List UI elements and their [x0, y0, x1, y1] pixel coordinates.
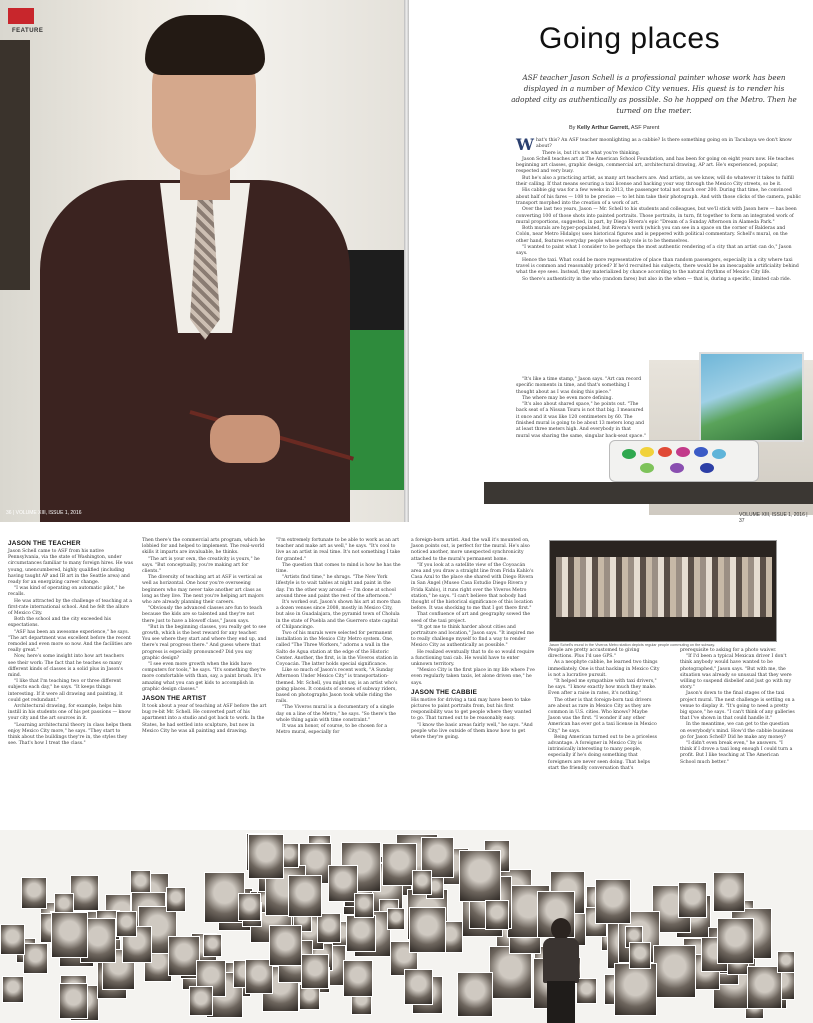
body-paragraph: So there's authenticity in the who (random fares) but also in the when — that is, during a specific, limited cab ride.: [522, 276, 791, 282]
mural-portrait-tile: [21, 877, 47, 909]
body-paragraph: "I see even more growth when the kids have computers for tools," he says. "It's something they're more comfortable with than, say, a paint brush. It's amazing what you can get kids to accomplish in graphic design classes.": [142, 662, 266, 692]
mural-portrait-tile: [70, 875, 99, 911]
portrait-figure: [40, 15, 350, 522]
mural-portrait-tile: [459, 850, 501, 902]
paint-lightgreen: [640, 463, 654, 473]
left-page-photo: [0, 0, 404, 522]
section-heading-teacher: JASON THE TEACHER: [8, 540, 81, 547]
body-paragraph: "Artists find time," he shrugs. "The New York lifestyle is to wait tables at night and paint in the day. I'm the other way around — I'm done at school around three and paint the rest of the afternoon.": [276, 575, 396, 599]
mural-portrait-tile: [203, 934, 222, 957]
paint-blue: [694, 447, 708, 457]
body-paragraph: He was attracted by the challenge of teaching at a first-rate international school. And he felt the allure of Mexico City.: [8, 598, 132, 617]
mural-portrait-tile: [166, 887, 186, 912]
mural-portrait-tile: [595, 879, 631, 924]
paint-magenta: [676, 447, 690, 457]
body-paragraph: Two of his murals were selected for permanent installation in the Mexico City Metro system. One, called "The Three Workers," adorns a wall in the Salto de Agua station at the edge of the Historic Center. Another, the first, is in the Viveros station in Coyoacán. The latter holds special significance.: [276, 631, 398, 668]
mural-portrait-tile: [777, 951, 795, 973]
mural-portrait-tile: [0, 924, 25, 955]
body-paragraph: "If you look at a satellite view of the Coyoacán area and you draw a straight line from Frida Kahlo's Casa Azul to the place she shared with Diego Rivera in San Ángel (Museo Casa Estudio Diego Rivera y Frida Kahlo), it runs right over the Viveros Metro station," he says. "I can't believe that nobody had thought of the historical significance of this location before. It was shocking to me that I got there first.": [411, 562, 534, 612]
mural-portrait-tile: [717, 918, 754, 964]
dropcap: W: [516, 135, 534, 154]
mural-portrait-tile: [343, 960, 373, 997]
body-paragraph: "I know the basic areas fairly well," he says. "And people who live outside of them know how to get where they're going.: [411, 722, 533, 741]
column-2: [142, 538, 267, 735]
mural-portrait-tile: [653, 945, 696, 998]
body-paragraph: "But in the beginning classes, you really get to see growth, which is the best reward for any teacher. You see where they start and where they end up, and there's real progress there." And guess where that progress is especially pronounced? Did you say graphic design?: [142, 624, 267, 661]
figure-hand: [210, 415, 280, 463]
mural-portrait-tile: [409, 907, 446, 953]
mural-portrait-tile: [269, 925, 302, 966]
body-paragraph: Being American turned out to be a priceless advantage. A foreigner in Mexico City is intrinsically interesting to many people, especially if he's doing something that foreigners are never seen doing. That helps start the friendly conversation that's: [548, 734, 658, 771]
column-3: [276, 538, 401, 737]
photo-caption: Jason Schell's mural in the Viveros Metro station depicts regular people commuting on the subway.: [549, 643, 716, 647]
body-paragraph: Architectural drawing, for example, helps him instill in his students one of his pet passions — know your city and the art sources in it.: [8, 704, 132, 722]
body-paragraph: a foreign-born artist. And the wall it's mounted on, Jason points out, is perfect for the mural. He's also noticed another, more unexpected synchronicity attached to the mural's permanent home.: [411, 538, 530, 562]
body-paragraph: Then there's the commercial arts program, which he lobbied for and helped to implement. The real-world skills it imparts are invaluable, he thinks.: [142, 538, 266, 556]
article-body-narrow: [516, 377, 646, 440]
mural-portrait-tile: [614, 963, 657, 1016]
mural-portrait-tile: [288, 875, 322, 917]
body-paragraph: There is, but it's not what you're thinking.: [541, 150, 641, 156]
article-headline: Going places: [539, 22, 721, 55]
mural-portrait-tile: [485, 900, 509, 930]
background-wall: [0, 40, 30, 290]
column-6: [680, 648, 795, 766]
byline: [569, 125, 659, 131]
mural-portrait-tile: [2, 976, 24, 1003]
body-paragraph: Jason Schell came to ASF from his native Pennsylvania, via the state of Washington, under circumstances familiar to many foreign hires. He was young, unencumbered, highly qualified (including having taught AP and IB art in the Seattle area) and ready for an energizing career change.: [8, 549, 133, 586]
body-paragraph: prerequisite to asking for a photo waiver.: [680, 648, 777, 653]
taxi-portrait-mural: [0, 830, 813, 1023]
body-paragraph: Like so much of Jason's recent work, "A Sunday Afternoon Under Mexico City" is transportation-themed. Mr. Schell, you might say, is an artist who's going places. It consists of scenes of subway riders, based on photographs Jason took while riding the rails.: [276, 668, 398, 705]
body-paragraph: Both the school and the city exceeded his expectations.: [8, 617, 111, 629]
body-paragraph: It took about a year of teaching at ASF before the art bug re-bit Mr. Schell. He converted part of his apartment into a studio and got back to work. In the States, he had settled into sculpture, but now in Mexico City he was all painting and drawing.: [142, 704, 267, 734]
mural-portrait-tile: [713, 872, 745, 912]
body-paragraph: "I was kind of operating on automatic pilot," he recalls.: [8, 586, 125, 598]
viewer-torso: [543, 938, 579, 983]
mural-portrait-tile: [51, 912, 88, 958]
page-folio-right: VOLUME XIII, ISSUE 1, 2016 | 37: [739, 512, 808, 522]
paint-red: [658, 447, 672, 457]
body-paragraph: "ASF has been an awesome experience," he says. "The art department was excellent before the recent remodel and even more so now. And the facilities are really great.": [8, 629, 132, 654]
mural-portrait-tile: [317, 913, 341, 943]
body-paragraph: The where may be even more defining.: [522, 395, 613, 401]
body-paragraph: Hence the taxi. What could be more representative of place than random passengers, especially in a city where taxi travel is common and reasonably priced? If he'd recruited his subjects, there would be an inescapable artificiality behind what the eye sees. Instead, they materialized by chance according to the natural rhythms of Mexico City life.: [516, 257, 799, 276]
body-paragraph: He realized eventually that to do so would require a functioning taxi cab. He would have to enter unknown territory.: [411, 649, 535, 668]
section-heading-artist: JASON THE ARTIST: [142, 695, 207, 703]
body-paragraph: "It's also about shared space," he points out. "The back seat of a Nissan Tsuru is not that big. I measured it once and it was like 120 centimeters by 60. The finished mural is going to be about 13 meters long and at least three meters high. And everybody in that mural was sharing the same, singular back-seat space.": [516, 402, 646, 439]
viewer-legs: [547, 981, 575, 1023]
paint-green: [622, 449, 636, 459]
column-1: [8, 538, 133, 748]
mural-portrait-tile: [238, 893, 261, 921]
body-paragraph: "The Viveros mural is a documentary of a single day on a line of the Metro," he says. "So there's the whole thing again with time constraint.": [276, 705, 397, 723]
body-paragraph: As a neophyte cabbie, he learned two things immediately. One is that hacking in Mexico City is not a lucrative pursuit.: [548, 660, 660, 678]
body-paragraph: The other is that foreign-born taxi drivers are about as rare in Mexico City as they are common in U.S. cities. Who knows? Maybe Jason was the first. "I wonder if any other American has ever got a taxi license in Mexico City," he says.: [548, 697, 657, 734]
body-paragraph: Now, here's some insight into how art teachers see their work: The fact that he teaches so many different kinds of classes is a solid plus in Jason's mind.: [8, 654, 124, 679]
metro-mural-photo: [549, 540, 777, 642]
byline-prefix: By: [569, 125, 576, 131]
mural-portrait-tile: [457, 972, 493, 1017]
mural-portrait-tile: [59, 983, 88, 1019]
body-paragraph: "Obviously the advanced classes are fun to teach because the kids are so talented and they're not there just to have a blowoff class," Jason says.: [142, 606, 263, 624]
body-paragraph: In the meantime, we can get to the question on everybody's mind. How'd the cabbie business go for Jason Schell? Did he make any money?: [680, 722, 794, 740]
body-paragraph: "The art is your own, the creativity is yours," he says. "But conceptually, you're making art for clients.": [142, 556, 260, 575]
body-paragraph: It was an honor, of course, to be chosen for a Metro mural, especially for: [276, 724, 388, 736]
body-paragraph: Jason's down to the final stages of the taxi project mural. The next challenge is settling on a venue to display it. "It's going to need a pretty big space," he says. "I can't think of any galleries that I've shown in that could handle it.": [680, 691, 795, 722]
body-paragraph: "Mexico City is the first place in my life where I've even regularly taken taxis, let alone driven one," he says.: [411, 668, 535, 686]
feature-color-block: [8, 8, 34, 24]
mural-portrait-tile: [678, 882, 707, 918]
body-paragraph: His motive for driving a taxi may have been to take pictures to paint portraits from, but his first responsibility was to get people where they wanted to go. That turned out to be reasonably easy.: [411, 697, 532, 722]
mural-portrait-tile: [248, 834, 284, 879]
body-paragraph: What's this? An ASF teacher moonlighting as a cabbie? Is there something going on in Tacubaya we don't know about?: [516, 135, 792, 154]
section-tag: FEATURE: [12, 28, 44, 34]
body-paragraph: "I didn't even break even," he answers. "I think if I drove a taxi long enough I could turn a profit. But I like teaching at The American School much better.": [680, 741, 793, 765]
body-paragraph: That confluence of art and geography sowed the seed of the taxi project.: [411, 612, 531, 624]
page-folio-left: 36 | VOLUME XIII, ISSUE 1, 2016: [6, 510, 82, 516]
byline-role: ASF Parent: [630, 125, 660, 131]
body-paragraph: "It helped me sympathize with taxi drivers," he says. "I know exactly how much they make. Even after a raise in rates, it's nothing.": [548, 679, 657, 697]
mural-portrait-tile: [346, 915, 376, 952]
body-paragraph: "It got me to think harder about cities and portraiture and location," Jason says. "It inspired me to really challenge myself to find a way to render Mexico City as authentically as possible.": [411, 624, 534, 649]
paint-purple: [670, 463, 684, 473]
mural-viewer-figure: [537, 918, 585, 1023]
body-paragraph: People are pretty accustomed to giving directions. Plus I'd use GPS.": [548, 648, 640, 660]
paint-cyan: [712, 449, 726, 459]
body-paragraph: The diversity of teaching art at ASF is vertical as well as horizontal. One hour you're overseeing beginners who may never take another art class as long as they live. The next you're helping art majors who are already planning their careers.: [142, 575, 264, 606]
body-paragraph: "It's like a time stamp," Jason says. "Art can record specific moments in time, and that's something I thought about as I was doing this piece.": [516, 377, 642, 395]
right-page: [409, 0, 813, 522]
landscape-canvas: [699, 352, 804, 442]
mural-portrait-tile: [629, 942, 651, 969]
viewer-head: [551, 918, 571, 940]
paint-yellow: [640, 447, 654, 457]
body-paragraph: Jason Schell teaches art at The American School Foundation, and has been for going on eight years now. He teaches beginning art classes, graphic design, commercial art, architectural drawing, AP art. He's experienced, popular, respected and very busy.: [516, 156, 794, 175]
figure-hair: [145, 15, 265, 75]
body-paragraph: "Learning architectural theory in class helps them enjoy Mexico City more," he says. "They start to think about the buildings they're in, the styles they see. That's how I treat the class.": [8, 722, 132, 747]
body-paragraph: Both murals are hyper-populated, but Rivera's work (which you can see in a space on the corner of Balderas and Colón, near Metro Hidalgo) uses historical figures and is peppered with political commentary. Schell's mural, on the other hand, features everyday people whose only role is to be themselves.: [516, 226, 788, 244]
mural-portrait-tile: [116, 911, 137, 937]
bottom-spread: [0, 522, 813, 1023]
mural-portrait-tile: [387, 908, 405, 930]
mural-portrait-tile: [189, 986, 213, 1016]
mural-portrait-tile: [412, 870, 432, 895]
mural-portrait-tile: [301, 954, 329, 989]
body-paragraph: His cabbie gig was for a few weeks in 2013, the passenger total not much over 200. During that time, he convinced about half of his fares — 108 to be precise — to let him take their photograph. And with those clicks of the camera, public transport morphed into the creation of a work of art.: [516, 188, 801, 206]
body-paragraph: "If I'd been a typical Mexican driver I don't think anybody would have wanted to be photographed," Jason says. "But with me, the situation was already so unusual that they were willing to suspend disbelief and just go with my story.": [680, 654, 792, 691]
metro-mural-strip: [556, 557, 772, 617]
column-5: [548, 648, 660, 772]
section-heading-cabbie: JASON THE CABBIE: [411, 688, 478, 696]
body-paragraph: "I'm extremely fortunate to be able to work as an art teacher and make art as well," he says. "It's cool to live as an artist in real time. It's not something I take for granted.": [276, 538, 401, 562]
byline-name: Kelly Arthur Garrett,: [576, 125, 630, 131]
article-body-intro: [516, 135, 801, 283]
body-paragraph: "I wanted to paint what I consider to be perhaps the most authentic rendering of a city that an artist can do," Jason says.: [516, 245, 792, 257]
paint-palette: [609, 440, 759, 482]
body-paragraph: It's worked out. Jason's shown his art at more than a dozen venues since 2008, mostly in Mexico City, but also in Guadalajara, the pyramid town of Cholula in the state of Puebla and the Guerrero state capital of Chilpancingo.: [276, 600, 401, 630]
body-paragraph: But he's also a practicing artist, as many art teachers are. And artists, as we know, will do whatever it takes to fulfill their calling. If that means securing a taxi license and hacking your way through the Mexico City streets, so be it.: [516, 175, 794, 188]
body-paragraph: The question that comes to mind is how he has the time.: [276, 562, 401, 575]
mural-portrait-tile: [404, 969, 433, 1005]
article-deck: ASF teacher Jason Schell is a professional painter whose work has been displayed in a number of Mexico City venues. His quest is to render his adopted city as authentically as possible. So he hopped on the Metro. Then he turned on the meter.: [511, 73, 797, 115]
mural-portrait-tile: [23, 943, 48, 974]
studio-table: [484, 482, 813, 504]
column-4: [411, 538, 536, 741]
mural-portrait-tile: [354, 893, 374, 918]
body-paragraph: Over the last two years, Jason — Mr. Schell to his students and colleagues, but we'll stick with Jason here — has been converting 100 of those shots into painted portraits. Those portraits, in turn, fit together to form an integrated work of mural proportions, suggested, in part, by Diego Rivera's epic "Dream of a Sunday Afternoon in Alameda Park.": [516, 207, 797, 225]
body-paragraph: "I like that I'm teaching two or three different subjects each day," he says. "It keeps things interesting. If it were all drawing and painting, it could get redundant.": [8, 679, 123, 703]
paint-navy: [700, 463, 714, 473]
